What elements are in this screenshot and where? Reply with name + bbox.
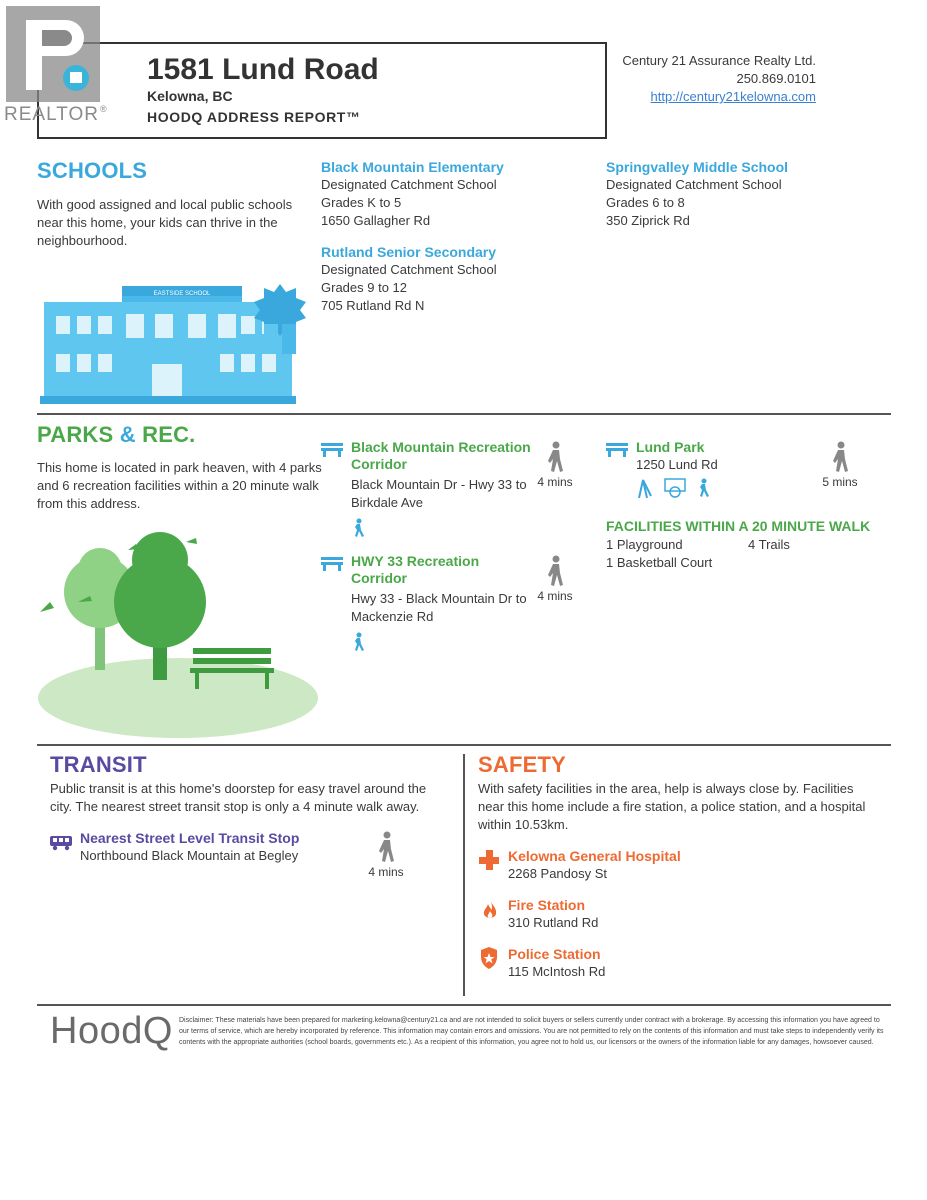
report-title: HOODQ ADDRESS REPORT™	[147, 109, 361, 125]
basketball-icon	[664, 478, 686, 498]
school-item	[321, 244, 581, 315]
playground-icon	[636, 478, 654, 498]
transit-stop-title[interactable]: Nearest Street Level Transit Stop	[80, 830, 300, 846]
walking-person-icon	[376, 831, 396, 863]
trail-icon	[696, 478, 710, 498]
school-grades: Grades 6 to 8	[606, 195, 685, 210]
walking-person-icon	[545, 441, 565, 473]
school-grades: Grades 9 to 12	[321, 280, 407, 295]
park-address: Hwy 33 - Black Mountain Dr to Mackenzie Rd	[351, 591, 527, 624]
realtor-logo	[4, 6, 107, 126]
hospital-icon	[479, 850, 499, 875]
school-item	[606, 159, 866, 230]
walk-time: 4 mins	[531, 555, 579, 603]
city-label: Kelowna, BC	[147, 88, 233, 104]
safety-name[interactable]: Fire Station	[508, 897, 586, 913]
walking-person-icon	[830, 441, 850, 473]
schools-title: SCHOOLS	[37, 158, 148, 183]
transit-description: Public transit is at this home's doorstep for easy travel around the city. The nearest street transit stop is only a 4 minute walk away.	[50, 781, 427, 814]
registered-mark: ®	[100, 104, 107, 114]
facility-item: 1 Basketball Court	[606, 555, 713, 570]
park-name[interactable]: Black Mountain Recreation Corridor	[351, 439, 531, 472]
realtor-logo-text: REALTOR	[4, 104, 99, 125]
safety-item	[508, 946, 605, 981]
park-item	[351, 439, 536, 543]
park-item	[351, 553, 536, 657]
brokerage-phone: 250.869.0101	[736, 71, 816, 86]
parks-title: PARKS & REC.	[37, 422, 196, 447]
divider	[37, 744, 891, 746]
park-amenity-icons	[636, 478, 806, 498]
transit-title: TRANSIT	[50, 752, 147, 777]
bus-icon	[50, 835, 74, 856]
police-shield-icon	[480, 947, 498, 974]
walk-time: 5 mins	[816, 441, 864, 489]
school-name[interactable]: Springvalley Middle School	[606, 159, 789, 175]
safety-item	[508, 897, 598, 932]
park-address: Black Mountain Dr - Hwy 33 to Birkdale Ave	[351, 477, 527, 510]
safety-name[interactable]: Police Station	[508, 946, 601, 962]
parks-description: This home is located in park heaven, with 4 parks and 6 recreation facilities within a 20 minute walk from this address.	[37, 460, 322, 511]
park-name[interactable]: HWY 33 Recreation Corridor	[351, 553, 480, 586]
facilities-title: FACILITIES WITHIN A 20 MINUTE WALK	[606, 518, 871, 534]
safety-address: 115 McIntosh Rd	[508, 964, 606, 979]
trail-icon	[351, 632, 536, 657]
disclaimer-text: Disclaimer: These materials have been prepared for marketing.kelowna@century21.ca and are not intended to solicit buyers or sellers currently under contract with a brokerage. By accessing this information you have agreed to our terms of service, which are hereby incorporated by reference. This information may contain errors and omissions. You are not permitted to rely on the contents of this information and must take steps to independently verify its contents with the appropriate authorities (school boards, governments etc.). As a recipient of this information, you agree not to hold us, our licensors or the owners of the information liable for any damages, howsoever caused.	[179, 1017, 884, 1046]
walking-person-icon	[545, 555, 565, 587]
park-address: 1250 Lund Rd	[636, 457, 718, 472]
divider	[37, 413, 891, 415]
safety-address: 310 Rutland Rd	[508, 915, 599, 930]
safety-description: With safety facilities in the area, help is always close by. Facilities near this home include a fire station, a police station, and a hospital within 10.53km.	[478, 781, 866, 832]
school-type: Designated Catchment School	[321, 177, 497, 192]
park-tree-icon	[38, 530, 323, 740]
school-address: 350 Ziprick Rd	[606, 213, 690, 228]
facility-item: 4 Trails	[748, 537, 790, 552]
walk-time: 4 mins	[362, 831, 410, 879]
trail-icon	[351, 518, 536, 543]
safety-title: SAFETY	[478, 752, 566, 777]
fire-icon	[482, 899, 498, 926]
school-name[interactable]: Rutland Senior Secondary	[321, 244, 497, 260]
park-bench-icon	[606, 441, 628, 462]
school-address: 705 Rutland Rd N	[321, 298, 425, 313]
transit-stop-name: Northbound Black Mountain at Begley	[80, 848, 299, 863]
divider	[37, 1004, 891, 1006]
school-type: Designated Catchment School	[606, 177, 782, 192]
safety-item	[508, 848, 681, 883]
school-name[interactable]: Black Mountain Elementary	[321, 159, 504, 175]
safety-name[interactable]: Kelowna General Hospital	[508, 848, 681, 864]
walk-time: 4 mins	[531, 441, 579, 489]
brokerage-name: Century 21 Assurance Realty Ltd.	[622, 53, 816, 68]
school-type: Designated Catchment School	[321, 262, 497, 277]
transit-stop	[80, 830, 360, 865]
park-illustration	[38, 530, 323, 745]
realtor-r-icon	[4, 6, 104, 106]
safety-address: 2268 Pandosy St	[508, 866, 608, 881]
park-bench-icon	[321, 441, 343, 462]
vertical-divider	[463, 754, 465, 996]
brokerage-website-link[interactable]: http://century21kelowna.com	[650, 89, 816, 104]
school-item	[321, 159, 581, 230]
school-grades: Grades K to 5	[321, 195, 402, 210]
page-title: 1581 Lund Road	[147, 53, 379, 86]
school-sign-text: EASTSIDE SCHOOL	[153, 291, 211, 297]
schools-description: With good assigned and local public schools near this home, your kids can thrive in the neighbourhood.	[37, 197, 293, 248]
park-name[interactable]: Lund Park	[636, 439, 705, 455]
hoodq-logo: HoodQ	[50, 1010, 173, 1052]
school-address: 1650 Gallagher Rd	[321, 213, 431, 228]
school-building-icon	[40, 276, 310, 408]
facility-item: 1 Playground	[606, 537, 683, 552]
school-illustration	[40, 276, 310, 413]
park-bench-icon	[321, 555, 343, 576]
park-item	[636, 439, 806, 498]
